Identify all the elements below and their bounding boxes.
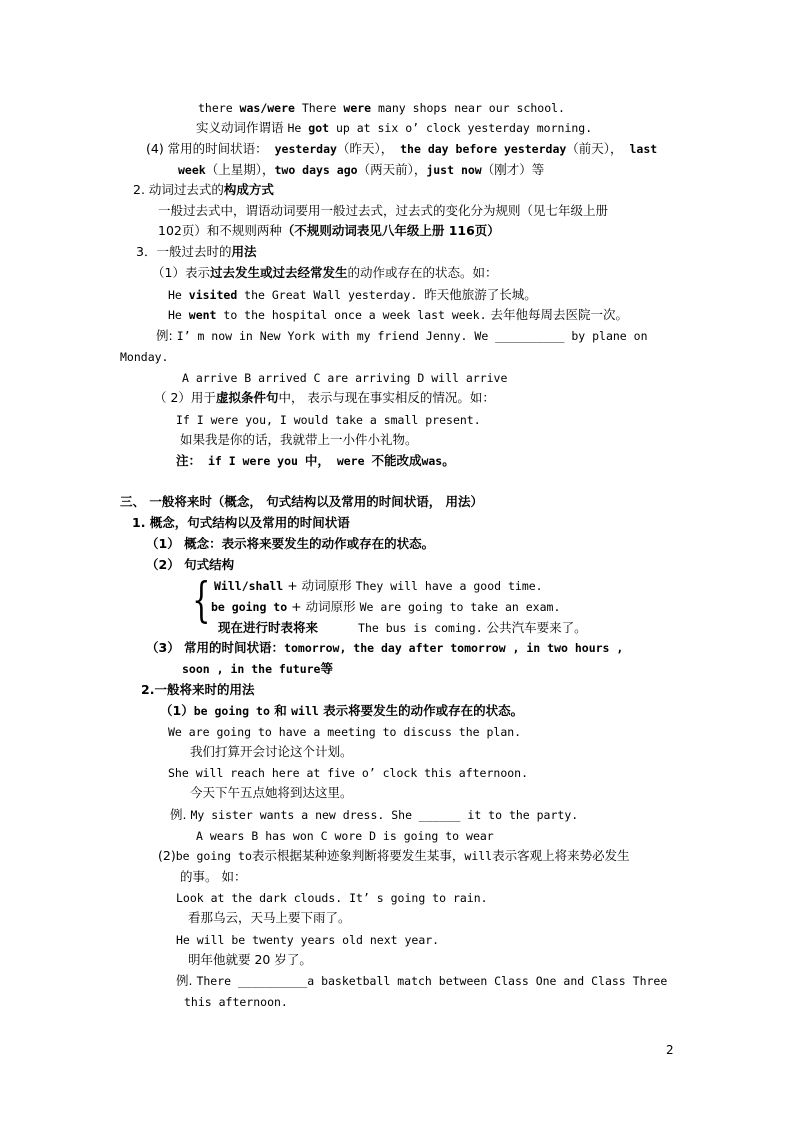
exercise-3-cont: this afternoon. <box>184 995 288 1009</box>
example-if-i-were-cn: 如果我是你的话，我就带上一小件小礼物。 <box>180 432 418 447</box>
example-visited: He visited the Great Wall yesterday. 昨天他旅游了长城。 <box>168 287 537 302</box>
line-going-to-will: （1）be going to 和 will 表示将要发生的动作或存在的状态。 <box>160 703 524 718</box>
structure-be-going-to: be going to + 动词原形 We are going to take an exam. <box>211 599 561 614</box>
line-past-form-1: 一般过去式中，谓语动词要用一般过去式，过去式的变化分为规则（见七年级上册 <box>158 203 609 218</box>
example-reach-cn: 今天下午五点她将到达这里。 <box>190 785 353 800</box>
page-number: 2 <box>666 1043 674 1057</box>
example-reach: She will reach here at five o’ clock this afternoon. <box>168 766 529 780</box>
line-concept: （1） 概念：表示将来要发生的动作或存在的状态。 <box>146 536 435 551</box>
example-twenty: He will be twenty years old next year. <box>176 933 440 947</box>
line-usage-2: （ 2）用于虚拟条件句中， 表示与现在事实相反的情况。如： <box>154 390 495 405</box>
line-time-adverbials: (4) 常用的时间状语： yesterday（昨天）， the day before yesterday（前天）， last <box>146 141 658 156</box>
example-if-i-were: If I were you, I would take a small present. <box>176 413 481 427</box>
line-structure: （2） 句式结构 <box>146 557 235 572</box>
brace-icon: { <box>192 572 211 628</box>
example-twenty-cn: 明年他就要 20 岁了。 <box>188 952 312 967</box>
structure-will: Will/shall + 动词原形 They will have a good time. <box>214 578 543 593</box>
heading-past-usage: 3．一般过去时的用法 <box>136 244 257 259</box>
exercise-1: 例: I’ m now in New York with my friend Jenny. We __________ by plane on <box>156 328 648 343</box>
exercise-1-options: A arrive B arrived C are arriving D will arrive <box>182 371 508 385</box>
subsection-future-usage: 2.一般将来时的用法 <box>141 682 255 697</box>
line-usage-1: （1）表示过去发生或过去经常发生的动作或存在的状态。如： <box>152 265 498 280</box>
note-were: 注： if I were you 中， were 不能改成was。 <box>176 453 455 468</box>
exercise-3: 例. There __________a basketball match between Class One and Class Three <box>176 973 668 988</box>
line-usage-going-to-will: (2)be going to表示根据某种迹象判断将要发生某事，will表示客观上将来势必发生 <box>158 848 630 863</box>
structure-progressive: 现在进行时表将来 The bus is coming. 公共汽车要来了。 <box>218 620 587 635</box>
example-meeting: We are going to have a meeting to discuss the plan. <box>168 725 522 739</box>
section-future-title: 三、 一般将来时（概念， 句式结构以及常用的时间状语， 用法） <box>120 494 484 509</box>
exercise-2: 例. My sister wants a new dress. She ______ it to the party. <box>170 807 579 822</box>
line-time-adverbials-2: week（上星期），two days ago（两天前），just now（刚才）等 <box>178 162 545 177</box>
line-notional-verb: 实义动词作谓语 He got up at six o’ clock yesterday morning. <box>196 120 593 135</box>
line-there-was: there was/were There were many shops near our school. <box>198 101 565 115</box>
example-clouds: Look at the dark clouds. It’ s going to rain. <box>176 891 488 905</box>
example-clouds-cn: 看那乌云，天马上要下雨了。 <box>188 910 351 925</box>
example-meeting-cn: 我们打算开会讨论这个计划。 <box>190 744 353 759</box>
line-future-adverbials-2: soon , in the future等 <box>182 661 333 676</box>
heading-past-form: 2. 动词过去式的构成方式 <box>133 182 274 197</box>
exercise-1-cont: Monday. <box>120 350 169 364</box>
line-future-adverbials: （3） 常用的时间状语：tomorrow, the day after tomorrow , in two hours , <box>146 640 624 655</box>
line-past-form-2: 102页）和不规则两种（不规则动词表见八年级上册 116页） <box>158 223 500 238</box>
example-went: He went to the hospital once a week last week. 去年他每周去医院一次。 <box>168 307 628 322</box>
line-usage-going-to-will-2: 的事。 如： <box>180 869 247 884</box>
exercise-2-options: A wears B has won C wore D is going to wear <box>196 829 494 843</box>
subsection-concept: 1. 概念，句式结构以及常用的时间状语 <box>132 515 350 530</box>
